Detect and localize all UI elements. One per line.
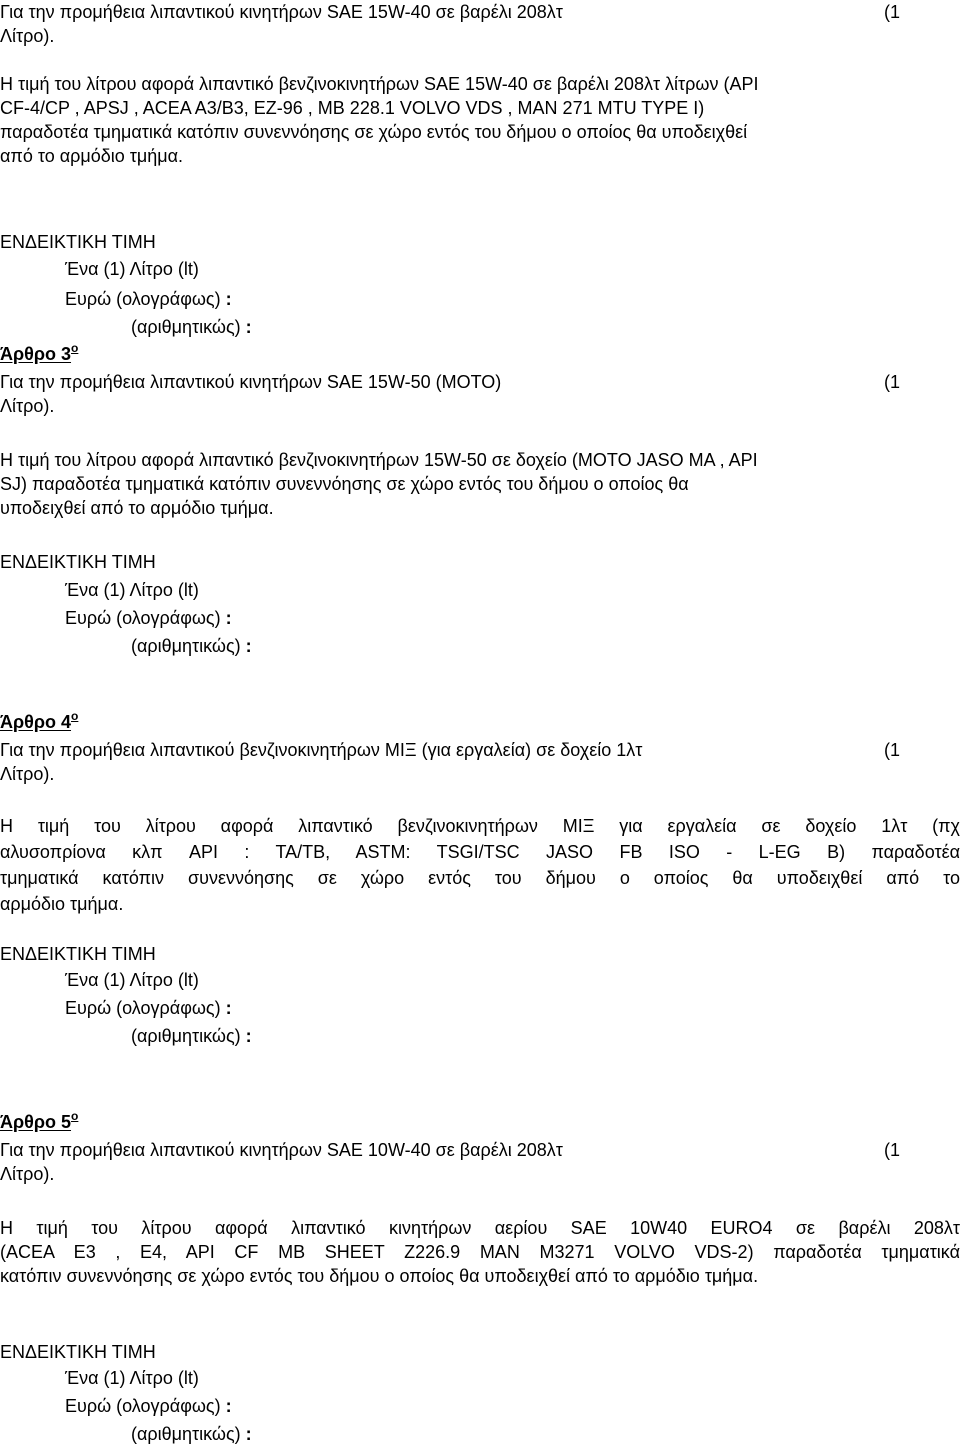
price-in-words-label: Ευρώ (ολογράφως) : — [65, 608, 232, 628]
price-in-words-label: Ευρώ (ολογράφως) : — [65, 289, 232, 309]
price-in-numbers-label: (αριθμητικώς) : — [131, 317, 252, 337]
article-heading: Άρθρο $3^o$ — [0, 341, 79, 364]
price-unit: Ένα (1) Λίτρο (lt) — [65, 259, 199, 279]
description-line: Η τιμή του λίτρου αφορά λιπαντικό βενζινοκινητήρων 15W-50 σε δοχείο (MOTO JASO MA , API — [0, 450, 758, 470]
quantity-close: Λίτρο). — [0, 764, 55, 784]
supply-line: Για την προμήθεια λιπαντικού βενζινοκινητήρων ΜΙΞ (για εργαλεία) σε δοχείο 1λτ — [0, 740, 643, 760]
price-title: ΕΝΔΕΙΚΤΙΚΗ ΤΙΜΗ — [0, 552, 156, 572]
price-in-numbers-label: (αριθμητικώς) : — [131, 1026, 252, 1046]
quantity-open: (1 — [883, 372, 900, 392]
description-line: CF-4/CP , APSJ , ACEA A3/B3, EZ-96 , MB 228.1 VOLVO VDS , MAN 271 MTU TYPE I) — [0, 98, 705, 118]
price-in-words-label: Ευρώ (ολογράφως) : — [65, 1396, 232, 1416]
quantity-close: Λίτρο). — [0, 396, 55, 416]
description-line: παραδοτέα τμηματικά κατόπιν συνεννόησης σε χώρο εντός του δήμου ο οποίος θα υποδειχθεί — [0, 122, 748, 142]
description-line: από το αρμόδιο τμήμα. — [0, 146, 184, 166]
article-heading: Άρθρο $5^o$ — [0, 1109, 79, 1132]
quantity-open: (1 — [883, 1140, 900, 1160]
price-in-numbers-label: (αριθμητικώς) : — [131, 636, 252, 656]
supply-line: Για την προμήθεια λιπαντικού κινητήρων SAE 10W-40 σε βαρέλι 208λτ — [0, 1140, 563, 1160]
description-line: τμηματικά κατόπιν συνεννόησης σε χώρο εντός του δήμου ο οποίος θα υποδειχθεί από το — [0, 868, 960, 888]
description-line: SJ) παραδοτέα τμηματικά κατόπιν συνεννόησης σε χώρο εντός του δήμου ο οποίος θα — [0, 474, 689, 494]
price-unit: Ένα (1) Λίτρο (lt) — [65, 1368, 199, 1388]
price-unit: Ένα (1) Λίτρο (lt) — [65, 580, 199, 600]
price-unit: Ένα (1) Λίτρο (lt) — [65, 970, 199, 990]
supply-line: Για την προμήθεια λιπαντικού κινητήρων SAE 15W-50 (MOTO) — [0, 372, 502, 392]
supply-line: Για την προμήθεια λιπαντικού κινητήρων SAE 15W-40 σε βαρέλι 208λτ — [0, 2, 563, 22]
description-line: αλυσοπρίονα κλπ API : TA/TB, ASTM: TSGI/TSC JASO FB ISO - L-EG B) παραδοτέα — [0, 842, 960, 862]
description-line: Η τιμή του λίτρου αφορά λιπαντικό βενζινοκινητήρων ΜΙΞ για εργαλεία σε δοχείο 1λτ (πχ — [0, 816, 960, 836]
article-heading: Άρθρο $4^o$ — [0, 709, 79, 732]
description-line: κατόπιν συνεννόησης σε χώρο εντός του δήμου ο οποίος θα υποδειχθεί από το αρμόδιο τμήμα. — [0, 1266, 759, 1286]
description-line: Η τιμή του λίτρου αφορά λιπαντικό βενζινοκινητήρων SAE 15W-40 σε βαρέλι 208λτ λίτρων (API — [0, 74, 759, 94]
quantity-close: Λίτρο). — [0, 1164, 55, 1184]
price-in-numbers-label: (αριθμητικώς) : — [131, 1424, 252, 1444]
description-line: Η τιμή του λίτρου αφορά λιπαντικό κινητήρων αερίου SAE 10W40 EURO4 σε βαρέλι 208λτ — [0, 1218, 960, 1238]
description-line: υποδειχθεί από το αρμόδιο τμήμα. — [0, 498, 274, 518]
price-title: ΕΝΔΕΙΚΤΙΚΗ ΤΙΜΗ — [0, 1342, 156, 1362]
price-title: ΕΝΔΕΙΚΤΙΚΗ ΤΙΜΗ — [0, 944, 156, 964]
price-title: ΕΝΔΕΙΚΤΙΚΗ ΤΙΜΗ — [0, 232, 156, 252]
description-line: αρμόδιο τμήμα. — [0, 894, 124, 914]
quantity-open: (1 — [883, 740, 900, 760]
description-line: (ACEA E3 , E4, API CF MB SHEET Z226.9 MAN M3271 VOLVO VDS-2) παραδοτέα τμηματικά — [0, 1242, 960, 1262]
quantity-open: (1 — [883, 2, 900, 22]
price-in-words-label: Ευρώ (ολογράφως) : — [65, 998, 232, 1018]
quantity-close: Λίτρο). — [0, 26, 55, 46]
